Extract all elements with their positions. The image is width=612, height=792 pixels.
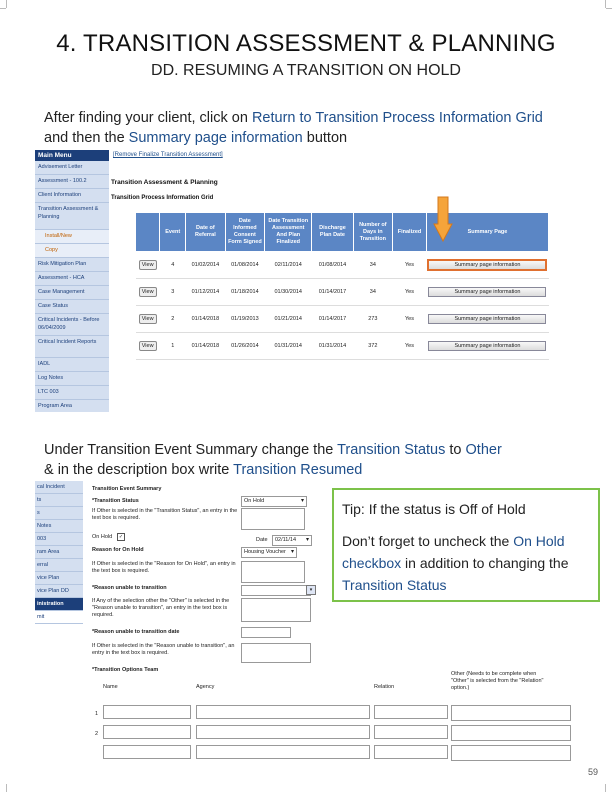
cell-consent: 01/18/2014 (225, 279, 265, 306)
menu-item[interactable]: cal Incident (35, 481, 83, 494)
menu-item[interactable]: Install/New (35, 230, 109, 244)
instruction-highlight: Transition Resumed (233, 462, 363, 478)
column-header: Summary Page (426, 213, 548, 252)
team-name-input[interactable] (103, 705, 191, 719)
instruction-text: & in the description box write (44, 462, 234, 478)
unable-note: If Any of the selection other the "Other" is selected in the "Reason unable to transition", an entry in the text box is required. (92, 598, 230, 618)
tip-heading: Tip: If the status is Off of Hold (342, 501, 526, 517)
table-row (136, 333, 549, 360)
unable-textbox[interactable] (241, 598, 311, 622)
cell-referral: 01/14/2018 (186, 333, 226, 360)
date-label: Date (256, 537, 268, 543)
team-agency-select[interactable] (196, 725, 370, 739)
team-other-input[interactable] (451, 745, 571, 761)
cell-finalized-date: 01/31/2014 (265, 333, 312, 360)
tip-body (342, 530, 592, 596)
section-title: Transition Assessment & Planning (111, 179, 218, 186)
cell-event: 2 (160, 306, 186, 333)
menu-item[interactable]: mit (35, 611, 83, 624)
team-column-header: Agency (196, 684, 215, 690)
menu-item[interactable]: Program Area (35, 400, 109, 412)
crop-mark (605, 784, 606, 792)
team-relation-select[interactable] (374, 705, 448, 719)
column-header: Discharge Plan Date (312, 213, 353, 252)
cell-consent: 01/08/2014 (225, 252, 265, 279)
instruction-text: button (302, 130, 348, 146)
menu-item[interactable]: Critical Incident Reports (35, 336, 109, 358)
page-number: 59 (587, 767, 598, 777)
section-title: Transition Event Summary (92, 486, 162, 492)
grid-title: Transition Process Information Grid (111, 195, 214, 201)
tip-callout (332, 488, 600, 602)
menu-item[interactable]: LTC 003 (35, 386, 109, 400)
menu-item[interactable]: Case Management (35, 286, 109, 300)
menu-item[interactable]: Risk Mitigation Plan (35, 258, 109, 272)
cell-finalized-date: 01/21/2014 (265, 306, 312, 333)
menu-item[interactable]: 003 (35, 533, 83, 546)
team-agency-select[interactable] (196, 705, 370, 719)
cell-days: 34 (353, 279, 392, 306)
status-label: *Transition Status (92, 498, 139, 504)
menu-item[interactable]: Case Status (35, 300, 109, 314)
column-header: Number of Days in Transition (353, 213, 392, 252)
instruction-text: to (445, 442, 466, 458)
dropdown-button[interactable]: ▾ (306, 585, 316, 595)
unable-select[interactable] (241, 585, 311, 596)
cell-finalized: Yes (393, 279, 427, 306)
transition-grid (135, 212, 549, 360)
instruction-text: After finding your client, click on (44, 110, 252, 126)
menu-item[interactable]: ts (35, 494, 83, 507)
arrow-down-icon (433, 196, 453, 242)
view-button[interactable]: View (139, 341, 157, 351)
instruction-highlight: Other (465, 442, 502, 458)
reason-on-hold-select[interactable]: Housing Voucher ▾ (241, 547, 297, 558)
column-header: Event (160, 213, 186, 252)
cell-finalized-date: 01/30/2014 (265, 279, 312, 306)
cell-days: 34 (353, 252, 392, 279)
cell-referral: 01/14/2018 (186, 306, 226, 333)
team-column-header: Name (103, 684, 118, 690)
cell-event: 3 (160, 279, 186, 306)
column-header: Date Informed Consent Form Signed (225, 213, 265, 252)
cell-discharge: 01/14/2017 (312, 306, 353, 333)
team-name-input[interactable] (103, 745, 191, 759)
remove-finalize-link[interactable]: [Remove Finalize Transition Assessment] (113, 152, 223, 158)
crop-mark (606, 8, 612, 9)
reason-note: If Other is selected in the "Reason for On Hold", an entry in the text box is required. (92, 561, 236, 574)
cell-finalized: Yes (393, 306, 427, 333)
menu-item[interactable]: ram Area (35, 546, 83, 559)
crop-mark (605, 0, 606, 8)
menu-item[interactable]: vice Plan DD (35, 585, 83, 598)
tip-highlight: Transition Status (342, 577, 447, 593)
cell-referral: 01/02/2014 (186, 252, 226, 279)
menu-item[interactable]: Log Notes (35, 372, 109, 386)
cell-discharge: 01/08/2014 (312, 252, 353, 279)
cell-finalized-date: 02/11/2014 (265, 252, 312, 279)
column-header: Date Transition Assessment And Plan Finalized (265, 213, 312, 252)
main-menu (35, 150, 109, 412)
instruction-text: Under Transition Event Summary change the (44, 442, 338, 458)
view-button[interactable]: View (139, 314, 157, 324)
team-other-input[interactable] (451, 705, 571, 721)
menu-item[interactable]: s (35, 507, 83, 520)
cell-days: 273 (353, 306, 392, 333)
on-hold-label: On Hold (92, 534, 113, 540)
cell-finalized: Yes (393, 252, 427, 279)
cell-finalized: Yes (393, 333, 427, 360)
summary-page-button[interactable]: Summary page information (428, 287, 546, 297)
menu-item[interactable]: Critical Incidents - Before 06/04/2009 (35, 314, 109, 336)
instruction-highlight: Transition Status (337, 442, 446, 458)
crop-mark (0, 8, 6, 9)
page-subtitle: DD. RESUMING A TRANSITION ON HOLD (151, 62, 461, 79)
menu-item[interactable]: Client Information (35, 189, 109, 203)
team-label: *Transition Options Team (92, 667, 159, 673)
tip-text: in addition to changing the (401, 555, 569, 571)
menu-item[interactable]: inistration (35, 598, 83, 611)
summary-page-button[interactable]: Summary page information (428, 314, 546, 324)
instruction-text: and then the (44, 130, 129, 146)
on-hold-checkbox[interactable]: ✓ (118, 534, 124, 540)
instruction-highlight: Return to Transition Process Information Grid (251, 110, 543, 126)
table-row (136, 306, 549, 333)
table-row (136, 279, 549, 306)
unable-date-label: *Reason unable to transition date (92, 629, 180, 635)
menu-item[interactable]: Transition Assessment & Planning (35, 203, 109, 230)
instruction-highlight: Summary page information (128, 130, 303, 146)
on-hold-date-input[interactable]: 02/11/14 ▾ (272, 535, 312, 546)
cell-consent: 01/19/2013 (225, 306, 265, 333)
cell-discharge: 01/14/2017 (312, 279, 353, 306)
summary-page-button[interactable]: Summary page information (427, 259, 547, 271)
tip-text: Don’t forget to uncheck the (342, 533, 514, 549)
reason-label: Reason for On Hold (92, 547, 144, 553)
instruction-2 (44, 440, 584, 480)
column-header: Finalized (393, 213, 427, 252)
crop-mark (6, 784, 7, 792)
team-agency-select[interactable] (196, 745, 370, 759)
team-name-input[interactable] (103, 725, 191, 739)
view-button[interactable]: View (139, 260, 157, 270)
unable-date-input[interactable] (241, 627, 291, 638)
team-column-header: Relation (374, 684, 395, 690)
menu-item[interactable]: Assessment - HCA (35, 272, 109, 286)
team-row-number: 1 (95, 711, 99, 717)
page-title: 4. TRANSITION ASSESSMENT & PLANNING (56, 30, 556, 57)
cell-event: 4 (160, 252, 186, 279)
view-button[interactable]: View (139, 287, 157, 297)
cell-discharge: 01/31/2014 (312, 333, 353, 360)
crop-mark (6, 0, 7, 8)
other-note: If Other is selected in the "Transition Status", an entry in the text box is required. (92, 508, 238, 521)
tip-highlight: On Hold checkbox (342, 533, 565, 571)
column-header (136, 213, 160, 252)
team-relation-select[interactable] (374, 725, 448, 739)
reason-textbox[interactable] (241, 561, 305, 583)
menu-item[interactable]: erral (35, 559, 83, 572)
menu-item[interactable]: Assessment - 100.2 (35, 175, 109, 189)
team-relation-select[interactable] (374, 745, 448, 759)
cell-consent: 01/26/2014 (225, 333, 265, 360)
team-other-input[interactable] (451, 725, 571, 741)
instruction-1 (44, 108, 544, 148)
menu-item[interactable]: Advisement Letter (35, 161, 109, 175)
cell-days: 372 (353, 333, 392, 360)
unable-other-textbox[interactable] (241, 643, 311, 663)
screenshot-transition-grid (35, 150, 549, 412)
team-column-header: Other (Needs to be complete when "Other" is selected from the "Relation" option.) (451, 671, 544, 691)
column-header: Date of Referral (186, 213, 226, 252)
unable-label: *Reason unable to transition (92, 585, 167, 591)
transition-status-select[interactable]: On Hold ▾ (241, 496, 307, 507)
unable-other-note: If Other is selected in the "Reason unable to transition", an entry in the text box is required. (92, 643, 235, 656)
table-row (136, 252, 549, 279)
menu-item[interactable]: vice Plan (35, 572, 83, 585)
menu-item[interactable]: Copy (35, 244, 109, 258)
other-textbox[interactable] (241, 508, 305, 530)
team-row-number: 2 (95, 731, 99, 737)
cell-referral: 01/12/2014 (186, 279, 226, 306)
main-menu-header: Main Menu (35, 150, 109, 161)
menu-item[interactable]: Notes (35, 520, 83, 533)
summary-page-button[interactable]: Summary page information (428, 341, 546, 351)
cell-event: 1 (160, 333, 186, 360)
menu-item[interactable]: IADL (35, 358, 109, 372)
side-menu (35, 481, 83, 620)
